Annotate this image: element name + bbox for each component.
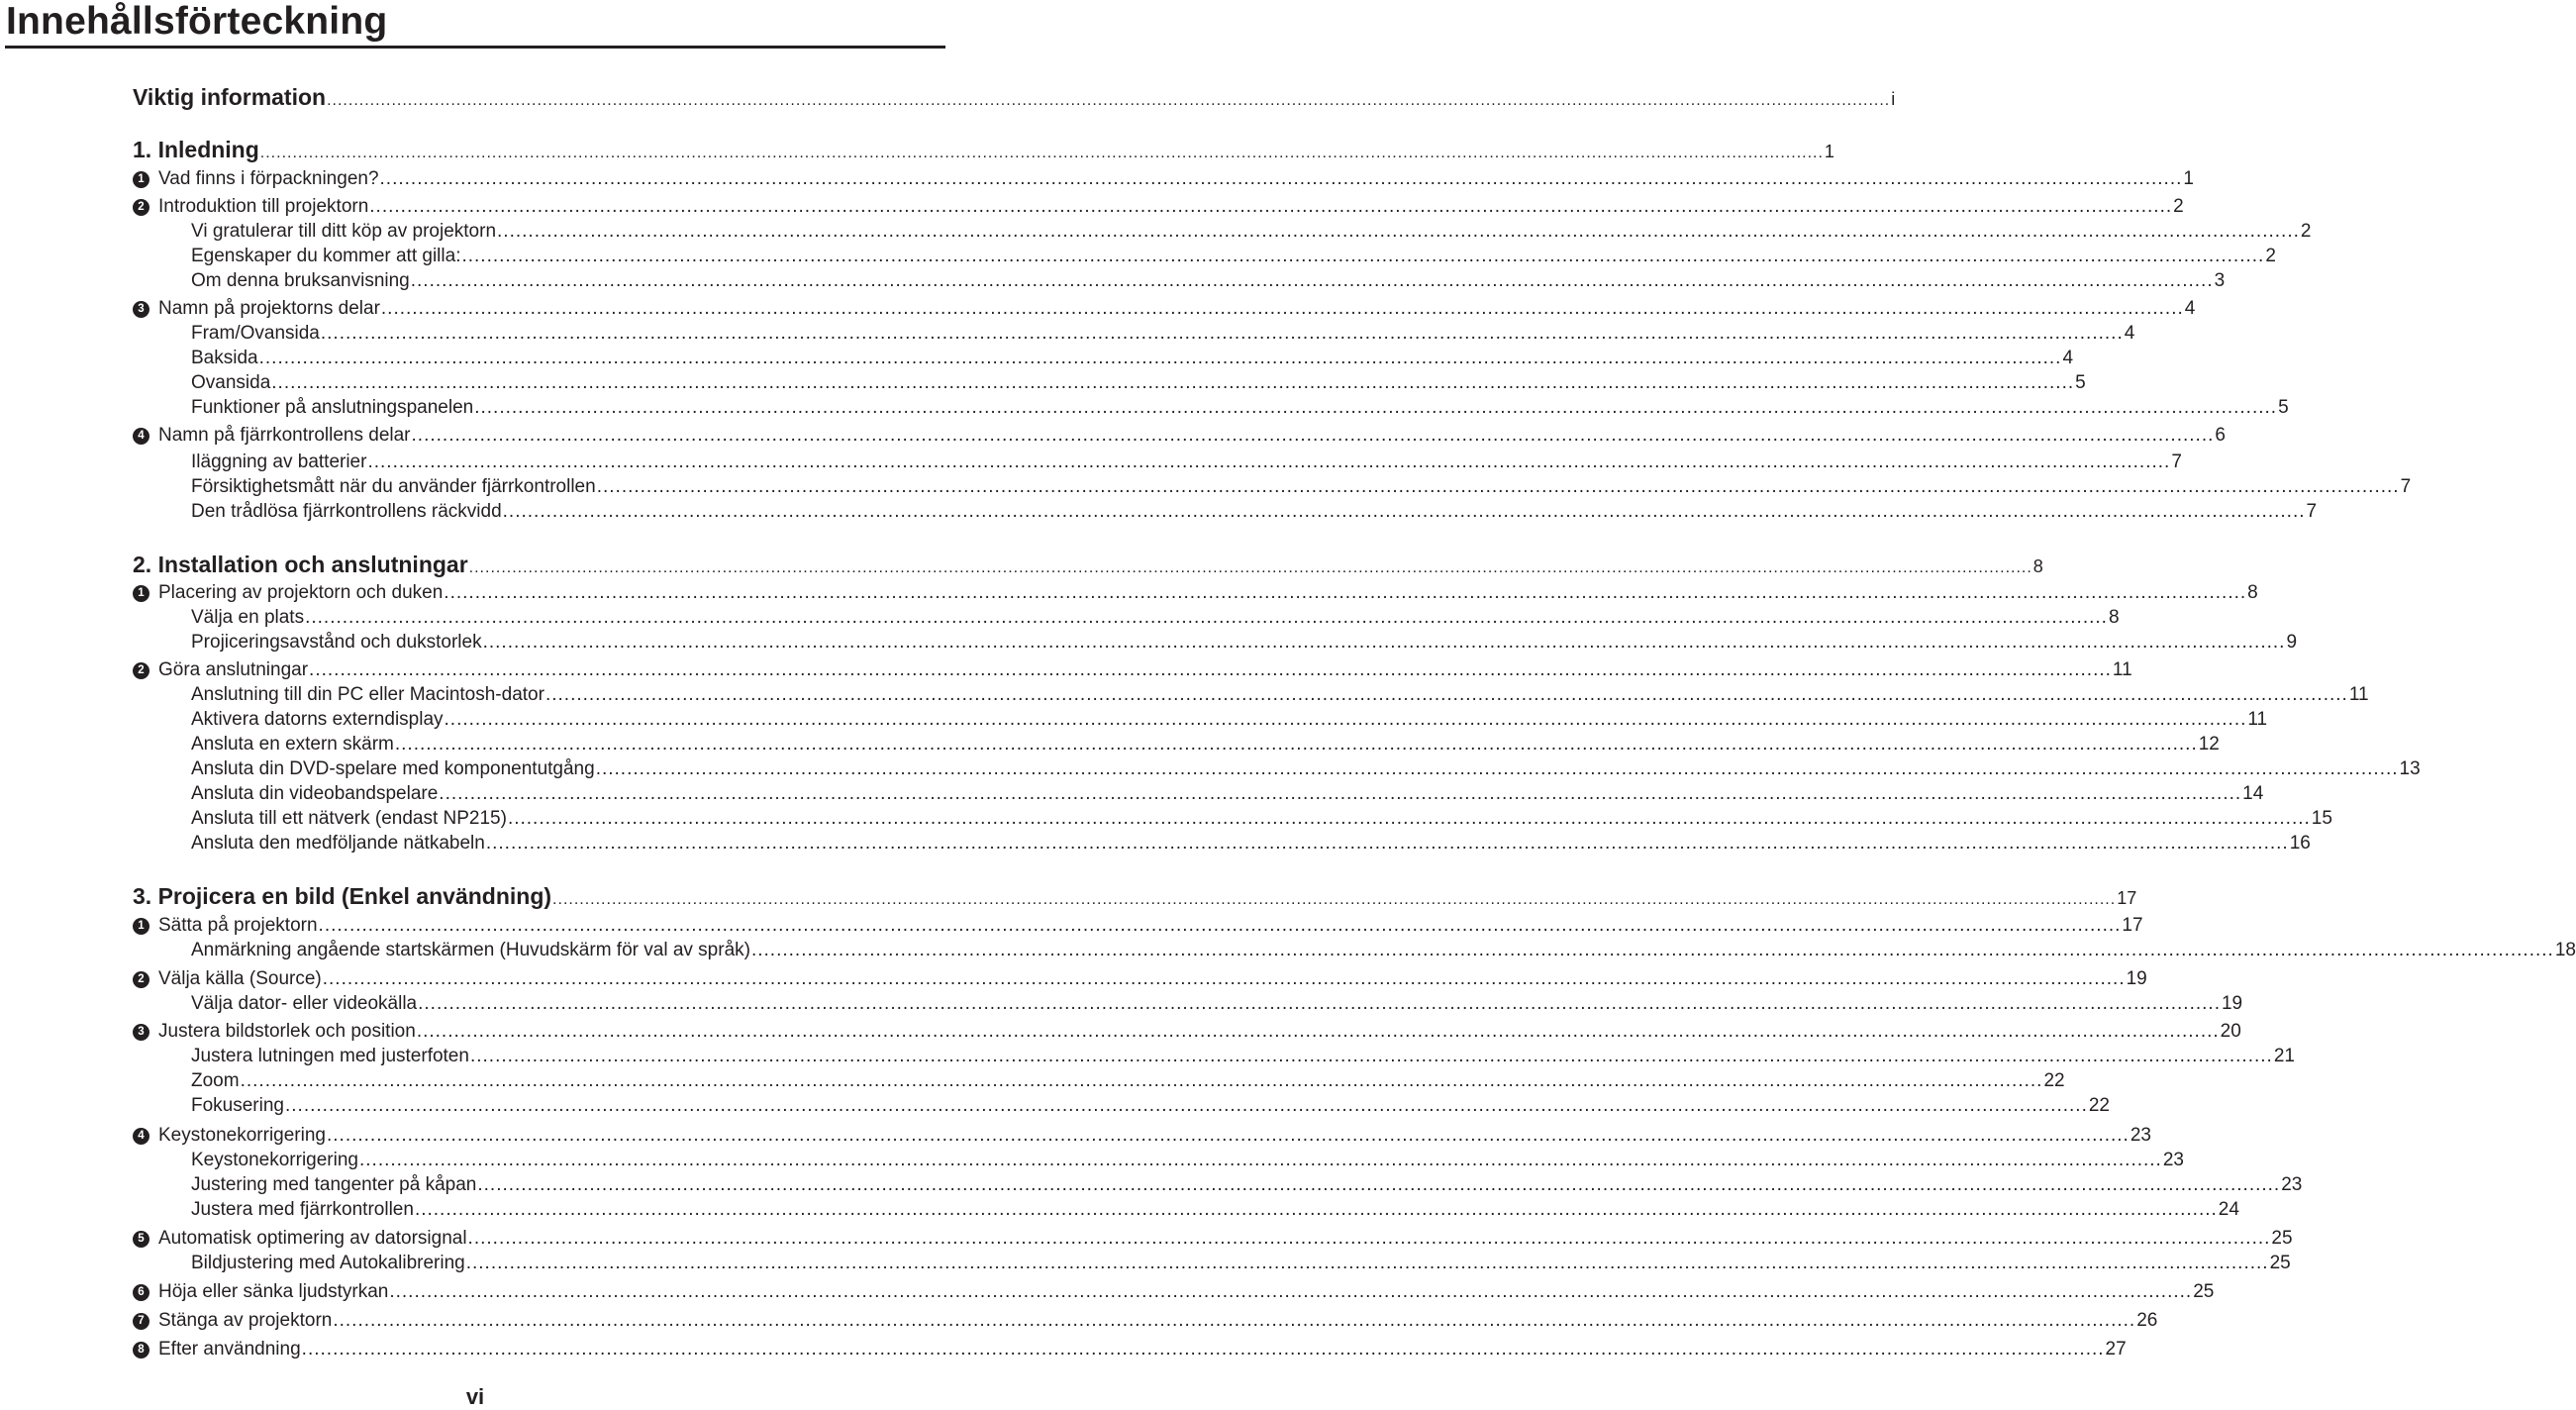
toc-entry[interactable] xyxy=(138,1227,2293,1251)
toc-entry-page: 2 xyxy=(2300,221,2312,242)
toc-entry[interactable] xyxy=(191,1094,2110,1118)
dot-leader: .................................................................................................................................................................................................................................................................................................. xyxy=(327,92,1891,109)
toc-entry[interactable] xyxy=(191,606,2120,630)
toc-entry-label: Höja eller sänka ljudstyrkan xyxy=(158,1281,389,1302)
toc-entry-page: 24 xyxy=(2218,1199,2239,1220)
toc-entry[interactable] xyxy=(191,832,2311,856)
toc-entry-label: Göra anslutningar xyxy=(158,659,309,680)
section-number-badge: 2 xyxy=(133,971,149,988)
toc-entry-label: Introduktion till projektorn xyxy=(158,196,369,217)
dot-leader: .................................................................................................................................................................................................................................................................................................. xyxy=(507,808,2311,829)
toc-entry-label: Ansluta din videobandspelare xyxy=(191,783,439,804)
toc-entry[interactable] xyxy=(191,807,2332,831)
toc-entry-page: 7 xyxy=(2400,476,2412,497)
dot-leader: .................................................................................................................................................................................................................................................................................................. xyxy=(595,758,2399,779)
toc-entry-label: Ansluta din DVD-spelare med komponentutgång xyxy=(191,758,595,779)
toc-entry-label: Namn på projektorns delar xyxy=(158,298,380,319)
toc-entry[interactable] xyxy=(138,1020,2241,1044)
dot-leader: .................................................................................................................................................................................................................................................................................................. xyxy=(497,221,2300,242)
toc-entry[interactable] xyxy=(138,1280,2215,1304)
toc-entry-label: Zoom xyxy=(191,1070,240,1091)
toc-entry-page: 21 xyxy=(2273,1046,2295,1066)
toc-entry-label: Funktioner på anslutningspanelen xyxy=(191,397,474,418)
toc-entry[interactable] xyxy=(138,967,2147,991)
toc-entry[interactable] xyxy=(191,992,2243,1016)
dot-leader: .................................................................................................................................................................................................................................................................................................. xyxy=(596,476,2400,497)
toc-entry-page: 2 xyxy=(2265,246,2276,266)
dot-leader: .................................................................................................................................................................................................................................................................................................. xyxy=(477,1174,2281,1195)
dot-leader: .................................................................................................................................................................................................................................................................................................. xyxy=(485,833,2289,854)
dot-leader: .................................................................................................................................................................................................................................................................................................. xyxy=(358,1150,2162,1170)
section-number-badge: 8 xyxy=(133,1342,149,1359)
toc-entry[interactable] xyxy=(138,167,2194,191)
toc-entry[interactable] xyxy=(191,1198,2239,1222)
toc-entry[interactable] xyxy=(191,1045,2295,1068)
toc-entry-label: Projiceringsavstånd och dukstorlek xyxy=(191,632,482,653)
toc-entry-label: Aktivera datorns externdisplay xyxy=(191,709,444,730)
toc-entry-page: 11 xyxy=(2348,684,2369,705)
dot-leader: .................................................................................................................................................................................................................................................................................................. xyxy=(259,145,1824,161)
toc-entry-page: 27 xyxy=(2105,1339,2127,1360)
dot-leader: .................................................................................................................................................................................................................................................................................................. xyxy=(444,709,2247,730)
toc-entry[interactable] xyxy=(191,322,2135,346)
toc-entry[interactable] xyxy=(138,424,2226,448)
toc-entry-label: Baksida xyxy=(191,348,258,368)
dot-leader: .................................................................................................................................................................................................................................................................................................. xyxy=(320,323,2124,344)
toc-entry[interactable] xyxy=(138,195,2184,219)
toc-entry[interactable] xyxy=(138,1309,2158,1333)
section-number-badge: 3 xyxy=(133,1024,149,1041)
toc-entry[interactable] xyxy=(191,371,2086,395)
toc-entry-page: 15 xyxy=(2311,808,2332,829)
toc-entry-page: 3 xyxy=(2214,270,2226,291)
toc-entry-page: 26 xyxy=(2136,1310,2158,1331)
section-number-badge: 3 xyxy=(133,301,149,318)
dot-leader: .................................................................................................................................................................................................................................................................................................. xyxy=(285,1095,2088,1116)
toc-entry-page: 25 xyxy=(2269,1253,2291,1273)
dot-leader: .................................................................................................................................................................................................................................................................................................. xyxy=(389,1281,2193,1302)
toc-entry[interactable] xyxy=(191,1149,2184,1172)
toc-entry-label: 2. Installation och anslutningar xyxy=(133,552,468,577)
dot-leader: .................................................................................................................................................................................................................................................................................................. xyxy=(750,940,2554,960)
section-number-badge: 6 xyxy=(133,1284,149,1301)
dot-leader: .................................................................................................................................................................................................................................................................................................. xyxy=(318,915,2122,936)
toc-entry-label: Vi gratulerar till ditt köp av projektorn xyxy=(191,221,497,242)
dot-leader: .................................................................................................................................................................................................................................................................................................. xyxy=(467,1228,2271,1249)
dot-leader: .................................................................................................................................................................................................................................................................................................. xyxy=(369,196,2173,217)
toc-entry-label: Om denna bruksanvisning xyxy=(191,270,410,291)
toc-entry[interactable] xyxy=(138,914,2143,938)
toc-entry[interactable] xyxy=(138,581,2258,605)
toc-entry-page: 1 xyxy=(2183,168,2194,189)
title-rule xyxy=(5,46,945,49)
section-number-badge: 7 xyxy=(133,1313,149,1330)
toc-entry-page: 8 xyxy=(2247,582,2258,603)
toc-entry-page: 12 xyxy=(2198,734,2220,755)
toc-entry-label: Fokusering xyxy=(191,1095,284,1116)
dot-leader: .................................................................................................................................................................................................................................................................................................. xyxy=(271,372,2075,393)
toc-entry[interactable] xyxy=(191,939,2576,962)
toc-entry[interactable] xyxy=(133,136,1834,163)
toc-entry-label: Justering med tangenter på kåpan xyxy=(191,1174,477,1195)
dot-leader: .................................................................................................................................................................................................................................................................................................. xyxy=(309,659,2112,680)
section-number-badge: 1 xyxy=(133,585,149,602)
dot-leader: .................................................................................................................................................................................................................................................................................................. xyxy=(545,684,2348,705)
toc-entry[interactable] xyxy=(191,269,2226,293)
dot-leader: .................................................................................................................................................................................................................................................................................................. xyxy=(301,1339,2105,1360)
toc-entry-page: 4 xyxy=(2062,348,2074,368)
toc-entry[interactable] xyxy=(138,297,2196,321)
dot-leader: .................................................................................................................................................................................................................................................................................................. xyxy=(326,1125,2130,1146)
toc-entry[interactable] xyxy=(191,475,2412,499)
toc-entry-label: Automatisk optimering av datorsignal xyxy=(158,1228,467,1249)
dot-leader: .................................................................................................................................................................................................................................................................................................. xyxy=(333,1310,2136,1331)
dot-leader: .................................................................................................................................................................................................................................................................................................. xyxy=(468,559,2032,576)
toc-entry[interactable] xyxy=(191,1252,2291,1275)
section-number-badge: 1 xyxy=(133,918,149,935)
toc-entry-page: 19 xyxy=(2221,993,2243,1014)
toc-entry[interactable] xyxy=(191,683,2369,707)
toc-entry[interactable] xyxy=(191,500,2318,524)
toc-entry-page: 19 xyxy=(2126,968,2147,989)
toc-entry-page: 9 xyxy=(2286,632,2298,653)
toc-entry-label: Fram/Ovansida xyxy=(191,323,320,344)
dot-leader: .................................................................................................................................................................................................................................................................................................. xyxy=(444,582,2247,603)
toc-entry-page: 11 xyxy=(2112,659,2132,680)
toc-entry[interactable] xyxy=(133,83,1896,111)
toc-entry-page: 23 xyxy=(2281,1174,2303,1195)
toc-entry-page: 14 xyxy=(2242,783,2264,804)
toc-entry-page: 2 xyxy=(2173,196,2184,217)
dot-leader: .................................................................................................................................................................................................................................................................................................. xyxy=(410,270,2214,291)
toc-entry-label: Justera med fjärrkontrollen xyxy=(191,1199,414,1220)
dot-leader: .................................................................................................................................................................................................................................................................................................. xyxy=(469,1046,2273,1066)
toc-entry[interactable] xyxy=(191,782,2264,806)
dot-leader: .................................................................................................................................................................................................................................................................................................. xyxy=(461,246,2265,266)
toc-entry-page: i xyxy=(1891,89,1896,109)
toc-entry-page: 8 xyxy=(2108,607,2120,628)
toc-entry-label: Sätta på projektorn xyxy=(158,915,318,936)
dot-leader: .................................................................................................................................................................................................................................................................................................. xyxy=(394,734,2198,755)
toc-entry[interactable] xyxy=(138,658,2132,682)
toc-entry-label: Den trådlösa fjärrkontrollens räckvidd xyxy=(191,501,502,522)
toc-entry-page: 6 xyxy=(2215,425,2226,446)
toc-entry-page: 23 xyxy=(2130,1125,2151,1146)
toc-entry-page: 23 xyxy=(2162,1150,2184,1170)
toc-entry-page: 7 xyxy=(2306,501,2318,522)
dot-leader: .................................................................................................................................................................................................................................................................................................. xyxy=(502,501,2306,522)
toc-entry-label: Anslutning till din PC eller Macintosh-dator xyxy=(191,684,545,705)
toc-entry-label: Justera lutningen med justerfoten xyxy=(191,1046,469,1066)
dot-leader: .................................................................................................................................................................................................................................................................................................. xyxy=(305,607,2108,628)
toc-entry-label: Välja dator- eller videokälla xyxy=(191,993,418,1014)
dot-leader: .................................................................................................................................................................................................................................................................................................. xyxy=(379,168,2183,189)
toc-entry-page: 17 xyxy=(2117,888,2137,908)
dot-leader: .................................................................................................................................................................................................................................................................................................. xyxy=(240,1070,2043,1091)
toc-entry-label: Justera bildstorlek och position xyxy=(158,1021,416,1042)
toc-entry-label: Bildjustering med Autokalibrering xyxy=(191,1253,465,1273)
dot-leader: .................................................................................................................................................................................................................................................................................................. xyxy=(322,968,2126,989)
toc-entry-label: Egenskaper du kommer att gilla: xyxy=(191,246,461,266)
toc-entry-page: 5 xyxy=(2278,397,2289,418)
toc-entry[interactable] xyxy=(191,733,2220,756)
toc-entry-page: 22 xyxy=(2043,1070,2065,1091)
toc-entry[interactable] xyxy=(191,396,2289,420)
dot-leader: .................................................................................................................................................................................................................................................................................................. xyxy=(414,1199,2218,1220)
dot-leader: .................................................................................................................................................................................................................................................................................................. xyxy=(418,993,2221,1014)
toc-entry-label: Ansluta till ett nätverk (endast NP215) xyxy=(191,808,507,829)
toc-entry-label: Keystonekorrigering xyxy=(158,1125,326,1146)
section-number-badge: 2 xyxy=(133,199,149,216)
toc-entry-label: Iläggning av batterier xyxy=(191,452,367,472)
toc-entry-label: Ovansida xyxy=(191,372,271,393)
toc-entry-label: Stänga av projektorn xyxy=(158,1310,333,1331)
dot-leader: .................................................................................................................................................................................................................................................................................................. xyxy=(474,397,2278,418)
toc-entry[interactable] xyxy=(138,1338,2127,1361)
toc-entry[interactable] xyxy=(133,551,2043,578)
section-number-badge: 4 xyxy=(133,1128,149,1145)
toc-entry-page: 25 xyxy=(2193,1281,2215,1302)
toc-entry-page: 5 xyxy=(2075,372,2086,393)
toc-entry-label: Välja en plats xyxy=(191,607,305,628)
toc-entry[interactable] xyxy=(191,451,2182,474)
page-title: Innehållsförteckning xyxy=(6,0,388,43)
toc-entry[interactable] xyxy=(191,1069,2065,1093)
toc-entry-label: Efter användning xyxy=(158,1339,301,1360)
toc-entry[interactable] xyxy=(191,245,2276,268)
dot-leader: .................................................................................................................................................................................................................................................................................................. xyxy=(380,298,2184,319)
toc-entry-label: Ansluta den medföljande nätkabeln xyxy=(191,833,485,854)
toc-entry-page: 4 xyxy=(2124,323,2135,344)
dot-leader: .................................................................................................................................................................................................................................................................................................. xyxy=(482,632,2286,653)
toc-entry[interactable] xyxy=(138,1124,2151,1148)
toc-entry[interactable] xyxy=(191,631,2298,655)
toc-entry-page: 8 xyxy=(2032,556,2043,576)
dot-leader: .................................................................................................................................................................................................................................................................................................. xyxy=(367,452,2171,472)
toc-entry-page: 22 xyxy=(2088,1095,2110,1116)
dot-leader: .................................................................................................................................................................................................................................................................................................. xyxy=(258,348,2062,368)
section-number-badge: 1 xyxy=(133,171,149,188)
dot-leader: .................................................................................................................................................................................................................................................................................................. xyxy=(411,425,2215,446)
toc-entry-label: Ansluta en extern skärm xyxy=(191,734,394,755)
toc-entry-label: Vad finns i förpackningen? xyxy=(158,168,379,189)
toc-entry-label: 3. Projicera en bild (Enkel användning) xyxy=(133,883,552,909)
page-number: vi xyxy=(465,1384,485,1409)
toc-entry-label: Försiktighetsmått när du använder fjärrkontrollen xyxy=(191,476,596,497)
toc-entry-page: 17 xyxy=(2122,915,2143,936)
section-number-badge: 4 xyxy=(133,428,149,445)
toc-entry-page: 11 xyxy=(2247,709,2268,730)
toc-entry-label: Välja källa (Source) xyxy=(158,968,322,989)
toc-entry-page: 16 xyxy=(2289,833,2311,854)
toc-entry-page: 4 xyxy=(2184,298,2196,319)
dot-leader: .................................................................................................................................................................................................................................................................................................. xyxy=(439,783,2242,804)
toc-entry-label: Keystonekorrigering xyxy=(191,1150,358,1170)
toc-entry-label: Namn på fjärrkontrollens delar xyxy=(158,425,411,446)
toc-entry[interactable] xyxy=(191,1173,2303,1197)
dot-leader: .................................................................................................................................................................................................................................................................................................. xyxy=(416,1021,2220,1042)
toc-entry-page: 18 xyxy=(2554,940,2576,960)
toc-entry[interactable] xyxy=(191,220,2312,244)
toc-entry-label: 1. Inledning xyxy=(133,137,259,162)
toc-entry-page: 25 xyxy=(2271,1228,2293,1249)
toc-entry-label: Anmärkning angående startskärmen (Huvudskärm för val av språk) xyxy=(191,940,750,960)
section-number-badge: 5 xyxy=(133,1231,149,1248)
toc-entry-page: 7 xyxy=(2171,452,2182,472)
toc-entry[interactable] xyxy=(191,347,2074,370)
toc-entry[interactable] xyxy=(191,757,2421,781)
dot-leader: .................................................................................................................................................................................................................................................................................................. xyxy=(552,891,2117,908)
toc-entry[interactable] xyxy=(191,708,2268,732)
toc-entry-page: 13 xyxy=(2399,758,2421,779)
dot-leader: .................................................................................................................................................................................................................................................................................................. xyxy=(465,1253,2269,1273)
toc-entry-page: 1 xyxy=(1824,142,1834,161)
toc-entry-label: Viktig information xyxy=(133,84,327,110)
toc-entry[interactable] xyxy=(133,882,2137,910)
section-number-badge: 2 xyxy=(133,662,149,679)
toc-entry-page: 20 xyxy=(2220,1021,2241,1042)
toc-entry-label: Placering av projektorn och duken xyxy=(158,582,444,603)
